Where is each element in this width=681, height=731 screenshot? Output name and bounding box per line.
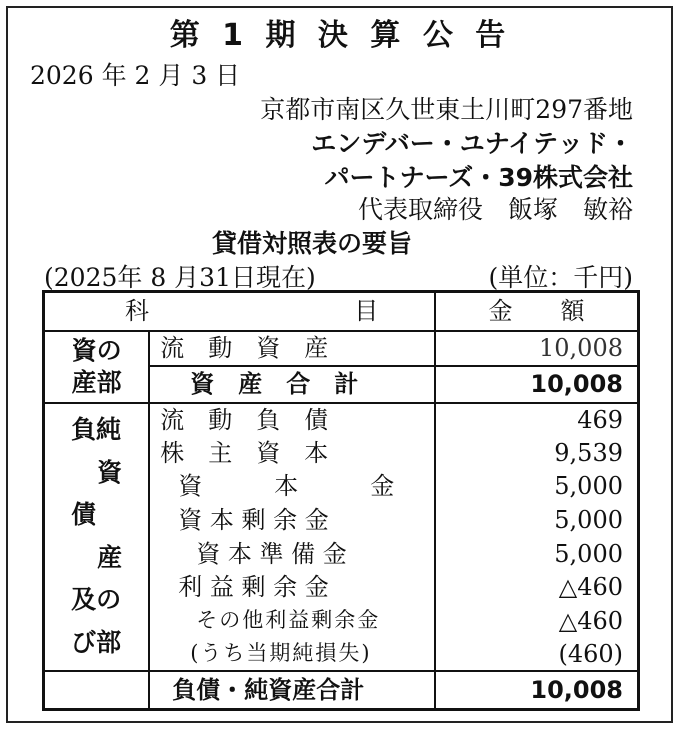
balance-sheet-table [42, 290, 640, 711]
amount-capital-stock: 5,000 [554, 472, 623, 501]
amount-current-assets: 10,008 [539, 334, 623, 363]
company-name-line2: パートナーズ・39株式会社 [324, 163, 633, 192]
table-row [44, 403, 639, 437]
table-row [44, 331, 639, 367]
liab-label-line1: 負純 [71, 415, 122, 445]
unit-label: (単位：千円) [488, 263, 633, 292]
liab-label-line4: 産 [97, 542, 123, 572]
header-kamoku [44, 292, 435, 331]
item-net-loss: (うち当期純損失) [149, 637, 435, 671]
liabilities-group-label [44, 403, 150, 671]
company-address: 京都市南区久世東土川町297番地 [260, 95, 633, 124]
liab-label-line2: 資 [97, 457, 123, 487]
item-capital-stock: 資 本 金 [149, 470, 435, 504]
as-of-date: (2025年 8 月31日現在) [44, 263, 316, 292]
item-current-assets: 流 動 資 産 [149, 331, 435, 367]
total-row-spacer [44, 671, 150, 710]
amount-retained-earnings: △460 [558, 573, 623, 602]
item-assets-total: 資 産 合 計 [149, 366, 435, 403]
amount-capital-reserve: 5,000 [554, 539, 623, 568]
amount-assets-total: 10,008 [435, 366, 639, 403]
company-name-line1: エンデバー・ユナイテッド・ [311, 129, 633, 158]
notice-title: 第 1 期 決 算 公 告 [169, 18, 512, 53]
balance-sheet-title: 貸借対照表の要旨 [212, 229, 413, 258]
amount-shareholders-equity: 9,539 [554, 438, 623, 467]
liab-label-line3: 債 [71, 500, 97, 530]
amount-current-liabilities: 469 [435, 403, 639, 437]
header-kamoku-left: 科 [125, 297, 149, 326]
item-current-liabilities: 流 動 負 債 [149, 403, 435, 437]
assets-label-line2: 産部 [71, 367, 122, 397]
header-amount: 金 額 [435, 292, 639, 331]
table-row [44, 671, 639, 710]
item-liabilities-total: 負債・純資産合計 [149, 671, 435, 710]
item-capital-surplus: 資 本 剰 余 金 [149, 503, 435, 537]
assets-group-label [44, 331, 150, 403]
notice-date: 2026 年 2 月 3 日 [30, 61, 241, 90]
amount-capital-surplus: 5,000 [554, 506, 623, 534]
header-kamoku-right: 目 [354, 297, 379, 326]
table-header-row [44, 292, 639, 331]
amount-net-loss: (460) [558, 639, 623, 668]
amount-other-retained-earnings: △460 [558, 606, 623, 635]
representative: 代表取締役 飯塚 敏裕 [357, 195, 633, 224]
amount-liabilities-total: 10,008 [435, 671, 639, 710]
item-capital-reserve: 資 本 準 備 金 [149, 537, 435, 571]
liab-label-line5: 及の [71, 585, 122, 615]
item-other-retained-earnings: その他利益剰余金 [149, 604, 435, 638]
item-retained-earnings: 利 益 剰 余 金 [149, 570, 435, 604]
item-shareholders-equity: 株 主 資 本 [149, 436, 435, 470]
liab-label-line6: び部 [71, 627, 122, 657]
assets-label-line1: 資の [71, 336, 122, 366]
